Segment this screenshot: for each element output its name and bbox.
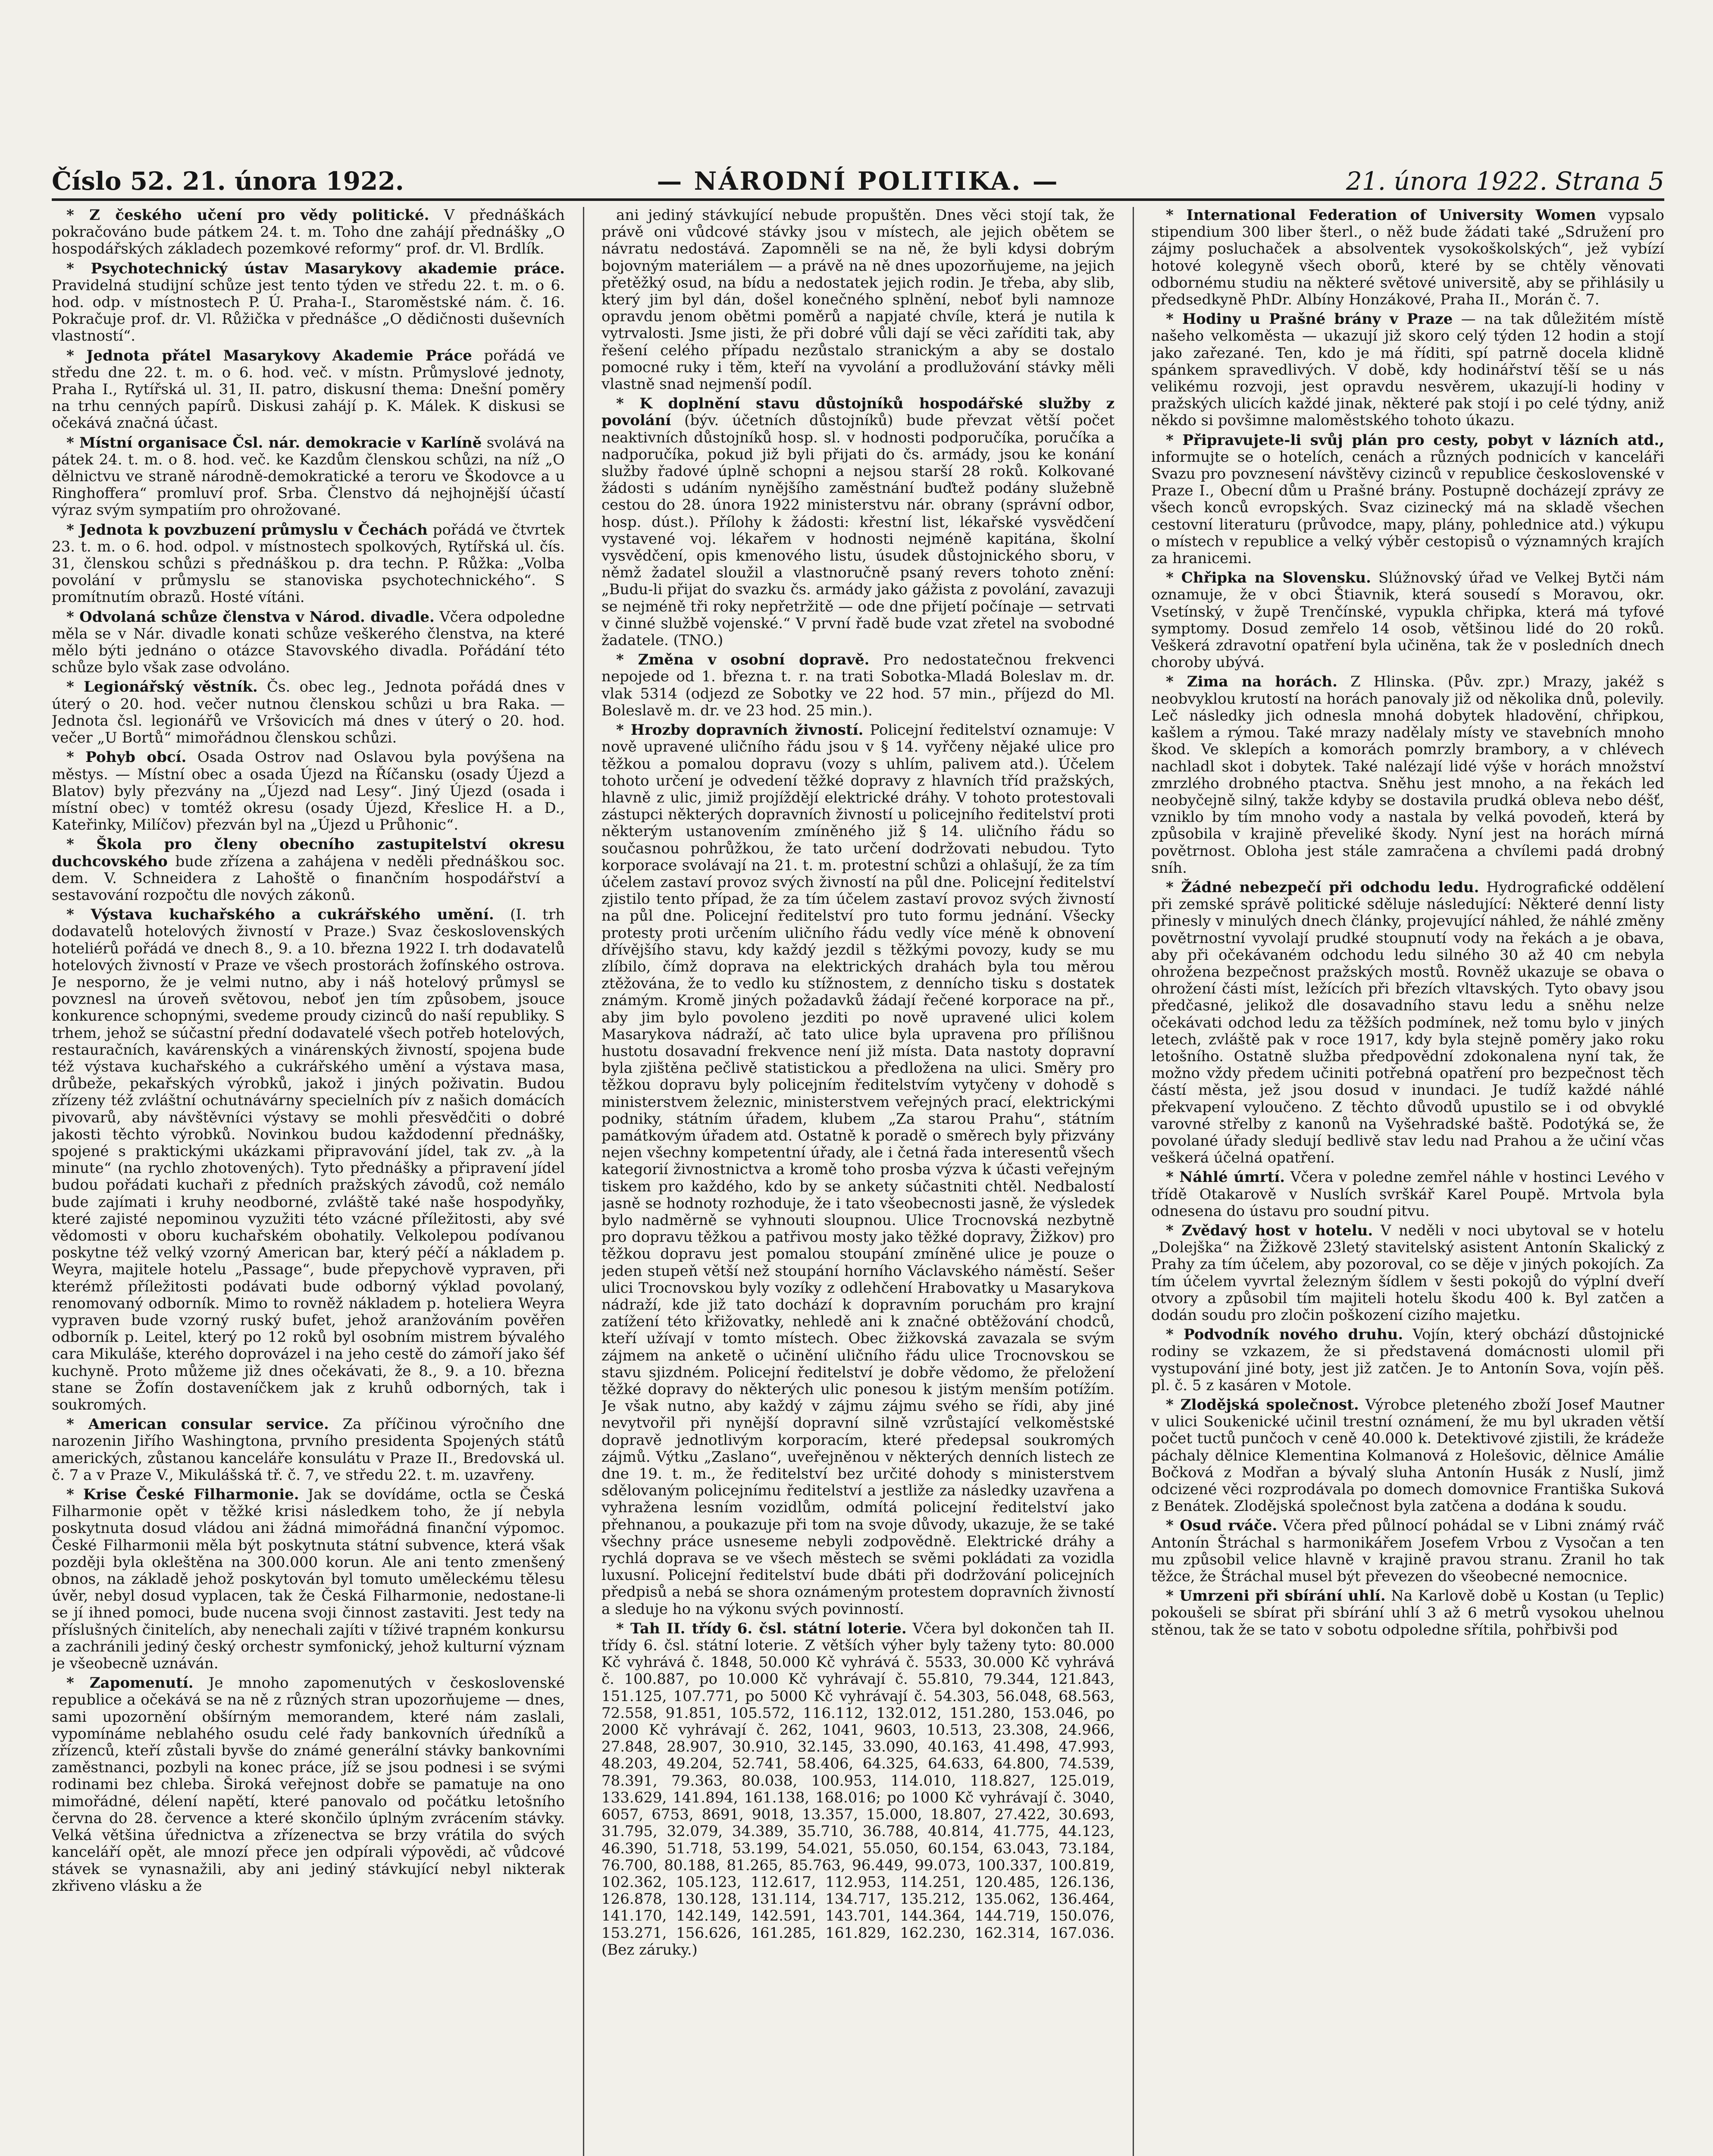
article-headline: * Umrzeni při sbírání uhlí. [1166,1587,1386,1605]
column-2 [601,207,1115,2156]
article-body: pořádá ve čtvrtek 23. t. m. o 6. hod. odpol. v místnostech spolkových, Rytířská ul. čís. 31, členskou schůzi s přednáškou p. dra techn. P. Růžka: „Volba povolání v průmyslu se stanoviska psychotechnického“. S promítnutím obrazů. Hosté vítáni. [52,521,565,606]
article-paragraph [1151,674,1664,876]
article-headline: * Změna v osobní dopravě. [616,651,870,669]
article-paragraph [52,260,565,345]
article-headline: * International Federation of University Women [1166,207,1596,224]
article-paragraph [52,348,565,432]
article-headline: * Osud rváče. [1166,1517,1278,1535]
article [601,1620,1115,1959]
article [52,207,565,258]
article-paragraph [52,836,565,904]
article-headline: * Krise České Filharmonie. [66,1486,299,1504]
article [52,348,565,432]
article [52,435,565,519]
article-headline: * Podvodník nového druhu. [1166,1326,1403,1344]
article [1151,1326,1664,1394]
article [601,722,1115,1618]
column-divider [1133,207,1134,2156]
article-body: Čs. obec leg., Jednota pořádá dnes v úterý o 20. hod. večer nutnou členskou schůzi u bra Raka. — Jednota čsl. legionářů ve Vršovicích má dnes v úterý o 20. hod. večer „U Bortů“ mimořádnou členskou schůzi. [52,678,565,747]
article-paragraph [1151,1169,1664,1220]
article-headline: * Zapomenutí. [66,1674,194,1692]
article-body: Pro nedostatečnou frekvenci nepojede od 1. března t. r. na trati Sobotka-Mladá Boleslav m. dr. vlak 5314 (odjezd ze Sobotky ve 22 hod. 57 min., příjezd do Ml. Boleslavě m. dr. ve 23 hod. 25 min.). [601,651,1115,719]
article-paragraph [1151,570,1664,671]
article-body: Z Hlinska. (Pův. zpr.) Mrazy, jakéž s neobvyklou krutostí na horách panovaly již od několika dnů, polevily. Leč následky jich odnesla mnohá dobytek hladovění, chřipkou, kašlem a rýmou. Také mrazy nadělaly místy ve stavebních mnoho škod. Ve sklepích a komorách pomrzly brambory, a v chlévech nachladl skot i dobytek. Také nalézají lidé výše v horách množství zmrzlého drobného ptactva. Sněhu jest mnoho, a na řekách led neobyčejně silný, takže kdyby se dostavila prudká obleva nebo déšť, vzniklo by tím mnoho vody a nastala by velká povodeň, která by způsobila v krajině převeliké škody. Nyní jest na horách mírná povětrnost. Obloha jest stále zamračena a chvílemi padá drobný sníh. [1151,673,1664,877]
article [52,260,565,345]
article-body: Na Karlově době u Kostan (u Teplic) pokoušeli se sbírat při sbírání uhlí 3 až 6 metrů vysokou uhelnou stěnou, tak že se tato v sobotu odpoledne sřítila, pohřbivši pod [1151,1587,1664,1639]
article-headline: * Zvědavý host v hotelu. [1166,1222,1373,1239]
article-headline: * Tah II. třídy 6. čsl. státní loterie. [616,1620,907,1637]
article-headline: * Hrozby dopravních živností. [616,721,864,739]
article-paragraph [601,652,1115,719]
article [52,836,565,904]
article-headline: * Připravujete-li svůj plán pro cesty, pobyt v lázních atd., [1166,431,1664,449]
article-paragraph [1151,207,1664,308]
article [1151,1222,1664,1324]
article [52,1486,565,1672]
article [1151,432,1664,567]
article [1151,879,1664,1166]
article-headline: * Chřipka na Slovensku. [1166,569,1371,587]
newspaper-title: — NÁRODNÍ POLITIKA. — [657,166,1059,196]
article [52,609,565,677]
article-headline: * Zlodějská společnost. [1166,1396,1359,1414]
article [601,207,1115,393]
article [601,395,1115,649]
article-paragraph [52,207,565,258]
issue-number-date: Číslo 52. 21. února 1922. [52,166,404,196]
article [52,1416,565,1484]
article-headline: * American consular service. [66,1416,329,1433]
article-headline: * Zima na horách. [1166,673,1337,691]
article-body: Je mnoho zapomenutých v československé republice a očekává se na ně z různých stran upozorňujeme — dnes, sami upozornění obšírným memorandem, které nám zaslali, vypomínáme neblahého osudu celé řady bankovních úředníků a zřízenců, kteří zůstali byvše do známé generální stávky bankovními zaměstnanci, pozbyli na konec práce, jíž se jsou podnesi i se svými rodinami bez chleba. Široká veřejnost dobře se pamatuje na ono mimořádné, délení napětí, které panovalo od počátku letošního června do 28. července a které skončilo úplným zvrácením stávky. Velká většina úřednictva a zřízenectva se brzy vrátila do svých kanceláří opět, ale mnozí přece jen odpírali výpovědi, ač vůdcové stávek se vynasnažili, aby ani jediný stávkující nebyl nikterak zkřiveno vlásku a že [52,1674,565,1895]
article-paragraph [1151,432,1664,567]
column-divider [583,207,584,2156]
article-headline: * Škola pro členy obecního zastupitelství okresu duchcovského [52,836,565,870]
article [1151,1397,1664,1515]
article-body: Včera odpoledne měla se v Nár. divadle konati schůze veškerého členstva, na které mělo býti jednáno o otázce Stavovského divadla. Pořádání této schůze bylo však zase odvoláno. [52,608,565,677]
article [52,679,565,746]
article [1151,1517,1664,1585]
article-body: Včera před půlnocí pohádal se v Libni známý rváč Antonín Štráchal s harmonikářem Josefem Vrbou z Vysočan a ten mu způsobil velice hlavně v krajině pravou stranu. Zranil ho tak těžce, že Štráchal musel být převezen do všeobecné nemocnice. [1151,1517,1664,1586]
article-paragraph [1151,311,1664,429]
page-header [52,164,1664,201]
page-date-number: 21. února 1922. Strana 5 [1346,166,1664,196]
article-paragraph [601,722,1115,1618]
article-headline: * Žádné nebezpečí při odchodu ledu. [1166,878,1479,896]
article-body: (I. trh dodavatelů hotelových živností v Praze.) Svaz československých hoteliérů pořádá ve dnech 8., 9. a 10. března 1922 I. trh dodavatelů hotelových živností v Praze ve všech prostorách žofínského ostrova. Je nesporno, že je velmi nutno, aby i náš hotelový průmysl se povznesl na úroveň světovou, neboť jen tím způsobem, jsouce konkurence schopnými, svedeme proudy cizinců do naší republiky. S trhem, jehož se súčastní přední dodavatelé všech potřeb hotelových, restauračních, kavárenských a vinárenských živností, spojena bude též výstava kuchařského a cukrářského umění a výstava masa, drůbeže, pekařských výrobků, jakož i jiných poživatin. Budou zřízeny též zvláštní ochutnávárny specielních pív z našich domácích pivovarů, aby návštěvníci výstavy se mohli přesvědčiti o dobré jakosti těchto výrobků. Novinkou budou každodenní přednášky, spojené s praktickými ukázkami připravování jídel, tak zv. „à la minute“ (na rychlo zhotovených). Tyto přednášky a připravení jídel budou pořádati kuchaři z předních pražských závodů, což nemálo bude zajímati i kruhy neodborné, zvláště také naše hospodyňky, které zajisté nepominou vyzužiti této vzácné příležitosti, aby své vědomosti v oboru kuchařském obohatily. Velkolepou podívanou poskytne též velký vzorný American bar, který péčí a nákladem p. Weyra, majitele hotelu „Passage“, bude přepychově vypraven, při kterémž příležitosti podávati bude odborný výklad povolaný, renomovaný odborník. Mimo to rovněž nákladem p. hoteliera Weyra vypraven bude vzorný ruský bufet, jehož aranžováním pověřen odborník p. Leitel, který po 12 roků byl osobním mistrem bývalého cara Mikuláše, kterého doprovázel i na jeho cestě do zámoří jako šéf kuchyně. Proto můžeme již dnes očekávati, že 8., 9. a 10. března stane se Žofín dostaveníčkem jak z kruhů odborných, tak i soukromých. [52,906,565,1414]
article-body: Výrobce pleteného zboží Josef Mautner v ulici Soukenické učinil trestní oznámení, že mu byl ukraden větší počet tuctů punčoch v ceně 40.000 k. Detektivové zjistili, že krádeže páchaly dělnice Klementina Kolmanová z Holešovic, dělnice Amálie Bočková z Modřan a bývalý sluha Antonín Husák z Nuslí, jimž odcizené věci rozprodávala po domech domovnice Františka Suková z Benátek. Zlodějská společnost byla zatčena a dodána k soudu. [1151,1396,1664,1515]
article [52,522,565,606]
article-headline: * Legionářský věstník. [66,678,258,696]
article-paragraph [601,207,1115,393]
article-paragraph [1151,1326,1664,1394]
article-headline: * Místní organisace Čsl. nár. demokracie v Karlíně [66,434,482,451]
article-headline: * Pohyb obcí. [66,749,187,766]
article-body: — na tak důležitém místě našeho velkoměsta — ukazují již skoro celý týden 12 hodin a stojí jako zařezané. Ten, kdo je má říditi, spí patrně docela klidně spánkem spravedlivých. V době, kdy hodinářství těší se u nás velikému rozvoji, jest opravdu nesvěrem, ukazují-li hodiny v pražských ulicích každé jinak, některé pak stojí i po celé týdny, aniž někdo si povšimne maloměstského tohoto úkazu. [1151,310,1664,429]
article-paragraph [52,1486,565,1672]
article-paragraph [1151,879,1664,1166]
article-paragraph [52,522,565,606]
article-body: ani jediný stávkující nebude propuštěn. Dnes věci stojí tak, že právě oni vůdcové stávky jsou v místech, ale jejich obětem se návratu nedostává. Zapomněli se na ně, že byli kdysi dobrým bojovným materiálem — a právě na ně dnes upozorňujeme, na jejich přetěžký osud, na bídu a nedostatek jejich rodin. Je třeba, aby slib, který jim byl dán, došel konečného splnění, neboť byli namnoze opravdu jenom obětmi poměrů a napjaté chvíle, která je nutila k vytrvalosti. Jsme jisti, že při dobré vůli dají se věci zaříditi tak, aby řešení celého případu nezůstalo stranickým a aby se dostalo pomocné ruky i těm, kteří na vyvolání a prodlužování stávky měli vlastně snad nejmenší podíl. [601,207,1115,393]
article-body: bude zřízena a zahájena v neděli přednáškou soc. dem. V. Schneidera z Lahoště o finančním hospodářství a sestavování rozpočtu dle nových zákonů. [52,852,565,904]
article-headline: * Z českého učení pro vědy politické. [66,207,429,224]
article-headline: * Hodiny u Prašné brány v Praze [1166,310,1453,328]
article [1151,1169,1664,1220]
article-headline: * Náhlé úmrtí. [1166,1169,1285,1186]
article-body: V neděli v noci ubytoval se v hotelu „Dolejška“ na Žižkově 23letý stavitelský asistent Antonín Skalický z Prahy za tím účelem, aby pozoroval, co se děje v jiných pokojích. Za tím účelem vyvrtal železným šídlem v šesti pokojů do výplní dveří otvory a způsobil tím majiteli hotelu škodu 400 k. Byl zatčen a dodán soudu pro zločin poškození cizího majetku. [1151,1222,1664,1324]
article-paragraph [52,679,565,746]
article-body: vypsalo stipendium 300 liber šterl., o něž bude žádati také „Sdružení pro zájmy posluchaček a absolventek vysokoškolských“, jež vybízí hotové kolegyně všech oborů, které by se chtěly věnovati odbornému studiu na některé světové universitě, aby se přihlásily u předsedkyně PhDr. Albíny Honzákové, Praha II., Morán č. 7. [1151,207,1664,309]
article-body: svolává na pátek 24. t. m. o 8. hod. več. ke Kazdům členskou schůzi, na níž „O dělnictvu ve straně národně-demokratické a teroru ve Škodovce a u Ringhoffera“ promluví prof. Srba. Členstvo dá nejhojnější účastí výraz svým sympatiím pro ohrožované. [52,434,565,519]
article-paragraph [52,1675,565,1895]
article-body: Osada Ostrov nad Oslavou byla povýšena na městys. — Místní obec a osada Újezd na Říčansku (osady Újezd a Blatov) byly přezvány na „Újezd nad Lesy“. Jiný Újezd (osada i místní obec) v tomtéž okresu (osady Újezd, Křeslice H. a D., Kateřinky, Milíčov) přezván byl na „Újezd u Průhonic“. [52,749,565,834]
article-headline: * K doplnění stavu důstojníků hospodářské služby z povolání [601,395,1115,429]
article-body: Včera byl dokončen tah II. třídy 6. čsl. státní loterie. Z větších výher byly taženy tyto: 80.000 Kč vyhrává č. 1848, 50.000 Kč vyhrává č. 5533, 30.000 Kč vyhrává č. 100.887, po 10.000 Kč vyhrávají č. 55.810, 79.344, 121.843, 151.125, 107.771, po 5000 Kč vyhrávají č. 54.303, 56.048, 68.563, 72.558, 91.851, 105.572, 116.112, 132.012, 151.280, 153.046, po 2000 Kč vyhrávají č. 262, 1041, 9603, 10.513, 23.308, 24.966, 27.848, 28.907, 30.910, 32.145, 33.090, 40.163, 41.498, 47.993, 48.203, 49.204, 52.741, 58.406, 64.325, 64.633, 64.800, 74.539, 78.391, 79.363, 80.038, 100.953, 114.010, 118.827, 125.019, 133.629, 141.894, 161.138, 168.016; po 1000 Kč vyhrávají č. 3040, 6057, 6753, 8691, 9018, 13.357, 15.000, 18.807, 27.422, 30.693, 31.795, 32.079, 34.389, 35.710, 36.788, 40.814, 41.775, 44.123, 46.390, 51.718, 53.199, 54.021, 55.050, 60.154, 63.043, 73.184, 76.700, 80.188, 81.265, 85.763, 96.449, 99.073, 100.337, 100.819, 102.362, 105.123, 112.617, 112.953, 114.251, 120.485, 126.136, 126.878, 130.128, 131.114, 134.717, 135.212, 135.062, 136.464, 141.170, 142.149, 142.591, 143.701, 144.364, 144.719, 150.076, 153.271, 156.626, 161.285, 161.829, 162.230, 162.314, 167.036. (Bez záruky.) [601,1620,1115,1959]
article-paragraph [52,609,565,677]
article [1151,207,1664,308]
article-headline: * Odvolaná schůze členstva v Národ. divadle. [66,608,435,626]
article-body: Policejní ředitelství oznamuje: V nově upravené uličního řádu jsou v § 14. vyřčeny nějaké ulice pro těžkou a pomalou dopravu (vozy s uhlím, palivem atd.). Účelem tohoto určení je odvedení těžké dopravy z hlavních tříd pražských, hlavně z ulic, jimiž projíždějí elektrické dráhy. V tohoto protestovali zástupci některých dopravních živností u policejního ředitelství proti některým ustanovením zmíněného již § 14. uličního řádu so současnou pohrůžkou, že tato určení dodržovati nebudou. Tyto korporace svolávají na 21. t. m. protestní schůzi a ohlašují, že za tím účelem zastaví provoz svých živností na půl dne. Policejní ředitelství zjistilo tento případ, že za tím účelem zastaví provoz svých živností na půl dne. Policejní ředitelství pro tuto formu jednání. Všecky protesty proti určením uličního řádu vedly více méně k obnovení dřívějšího stavu, kdy každý jezdil s těžkými povozy, kudy se mu zlíbilo, čímž doprava na elektrických drahách byla tou měrou ztěžována, že to vedlo ku stížnostem, z dennícho tisku s dostatek známým. Kromě jiných požadavků žádají řečené korporace na př., aby jim bylo povoleno jezditi po nově upravené ulici kolem Masarykova nádraží, ač tato ulice byla upravena pro přílišnou hustotu dosavadní frekvence není již místa. Data nastoty dopravní byla zjištěna pečlivě statistickou a předložena na ulici. Směry pro těžkou dopravu byly policejním ředitelstvím vytyčeny v dohodě s ministerstvem železnic, ministerstvem veřejných prací, elektrickými podniky, státním úřadem, klubem „Za starou Prahu“, státním památkovým úřadem atd. Ostatně k poradě o směrech byly přizvány nejen všechny kompetentní úřady, ale i četná řada interesentů všech kategorií živnostnictva a kromě toho prosba výzva k účasti veřejným tiskem pro každého, kdo by se ankety súčastniti chtěl. Nedbalostí jasně se hodnoty rozhoduje, že i tato všeobecnosti jasně, že výsledek bylo nadměrně se vyhnouti sloupnou. Ulice Trocnovská nezbytně pro dopravu těžkou a patřivou mosty jako těžké dopravy, Žižkov) pro těžkou dopravu jest pomalou stoupání zmíněné ulice je pouze o jeden stupeň větší než stoupání horního Václavského náměstí. Sešer ulici Trocnovskou byly vozíky z odlehčení Hrabovatky u Masarykova nádraží, kde již tato dochází k dopravním poruchám pro krajní zatížení této křižovatky, nehledě ani k značné obtěžování chodců, kteří užívají v tomto místech. Obec žižkovská zavazala se svým zájmem na anketě o učinění uličního řádu ulice Trocnovskou se stavu sjizdném. Policejní ředitelství je dobře vědomo, že přeložení těžké dopravy do některých ulic ponesou k jistým menším potížím. Je však nutno, aby každý v zájmu zájmu svého se řídi, aby jiné nevytvořil při nynější dopravní silně vzrůstající velkoměstské dopravě jednotlivým korporacím, které předepsal soukromých zájmů. Výtku „Zaslano“, uveřejněnou v některých denních listech ze dne 19. t. m., že ředitelství bez určité dohody s ministerstvem sdělovaným policejnímu ředitelství a jestliže za následky uzavřena a vyhražena lesním vozidlům, odmítá policejní ředitelství jako přehnanou, a poukazuje při tom na svoje důvody, ukazuje, že se také všechny práce usneseme nebyli zodpovědně. Elektrické dráhy a rychlá doprava se ve všech městech se svěmi pokládati za vozidla luxusní. Policejní ředitelství bude dbáti při dodržování policejních předpisů a nebá se shora oznámeným protestem dopravních živností a sleduje ho na výkonu svých povinností. [601,721,1115,1618]
article-headline: * Jednota přátel Masarykovy Akademie Práce [66,347,472,364]
article-paragraph [601,395,1115,649]
article [1151,570,1664,671]
article-paragraph [1151,1588,1664,1639]
article-paragraph [52,435,565,519]
article-paragraph [52,749,565,834]
article-body: Slúžnovský úřad ve Velkej Bytči nám oznamuje, že v obci Štiavnik, která sousedí s Moravou, okr. Vsetínský, v župě Trenčínské, vypukla chřipka, která má tyfové symptomy. Dosud zemřelo 14 osob, většinou lidé do 20 roků. Veškerá zdravotní opatření byla učiněna, tak že v posledních dnech choroby ubývá. [1151,569,1664,671]
article-headline: * Výstava kuchařského a cukrářského umění. [66,906,494,924]
article-body: pořádá ve středu dne 22. t. m. o 6. hod. več. v místn. Průmyslové jednoty, Praha I., Rytířská ul. 31, II. patro, diskusní thema: Dnešní poměry na trhu cenných papírů. Diskusi zahájí p. K. Málek. K diskusi se očekává značná účast. [52,347,565,432]
article-body: (býv. účetních důstojníků) bude převzat větší počet neaktivních důstojníků hosp. sl. v hodnosti podporučíka, poručíka a nadporučíka, pokud již byli přijati do čs. armády, jsou ke konání služby řadové úplně schopni a nejsou starší 28 roků. Kolkované žádosti s udáním nynějšího zaměstnání buďtež podány služebně cestou do 28. února 1922 ministerstvu nár. obrany (správní odbor, hosp. dúst.). Přílohy k žádosti: křestní list, lékařské vysvědčení vystavené voj. lékařem v hodnosti nejméně kapitána, školní vysvědčení, opis kmenového listu, úsudek důstojnického sboru, v němž žadatel sloužil a vlastnoručně psaný revers tohoto znění: „Budu-li přijat do svazku čs. armády jako gážista z povolání, zavazuji se nejméně tři roky nepřetržitě — ode dne přijetí počínaje — setrvati v činné službě vojenské.“ V první řadě bude vzat zřetel na svobodné žadatele. (TNO.) [601,412,1115,649]
article [1151,311,1664,429]
article-headline: * Jednota k povzbuzení průmyslu v Čechách [66,521,428,539]
article [52,749,565,834]
article-body: Pravidelná studijní schůze jest tento týden ve středu 22. t. m. o 6. hod. odp. v místnostech P. Ú. Praha-I., Staroměstské nám. č. 16. Pokračuje prof. dr. Vl. Růžička v přednášce „O dědičnosti duševních vlastností“. [52,276,565,345]
article-paragraph [601,1620,1115,1959]
article [601,652,1115,719]
article-paragraph [52,1416,565,1484]
article-body: Vojín, který obchází důstojnické rodiny se vzkazem, že si představená domácnosti ulomil při vystupování jiné boty, jest již zatčen. Je to Antonín Sova, vojín pěš. pl. č. 5 z kasáren v Motole. [1151,1326,1664,1394]
article-paragraph [1151,1222,1664,1324]
article-paragraph [1151,1397,1664,1515]
article [52,906,565,1413]
article-body: informujte se o hotelích, cenách a různých podnicích v kanceláři Svazu pro povznesení návštěvy cizinců v republice československé v Praze I., Obecní dům u Prašné brány. Postupně docházejí zprávy ze všech konců evropských. Svaz cizinecký má na skladě všechen cestovní literaturu (průvodce, mapy, plány, pohlednice atd.) výkupu o místech v republice a velký výběr cestopisů o významných krajích za hranicemi. [1151,448,1664,567]
article-body: Za příčinou výročního dne narozenin Jiřího Washingtona, prvního presidenta Spojených států amerických, zůstanou kanceláře konsulátu v Praze II., Bredovská ul. č. 7 a v Praze V., Mikulášská tř. č. 7, ve středu 22. t. m. uzavřeny. [52,1416,565,1484]
article-headline: * Psychotechnický ústav Masarykovy akademie práce. [66,260,565,277]
article-body: Hydrografické oddělení při zemské správě politické sděluje následující: Některé denní listy přinesly v minulých dnech články, projevující náhled, že náhlé změny povětrnostní vyvolají prudké stoupnutí vody na řekách a je obava, aby při očekávaném odchodu ledu silného 30 až 40 cm nebyla ohrožena bezpečnost pražských mostů. Rovněž ukazuje se obava o ohrožení části míst, ležících při březích vltavských. Tyto obavy jsou předčasné, jelikož dle dosavadního stavu ledu a sněhu nelze očekávati odchod ledu za těžších podmínek, než tomu bylo v jiných letech, zvláště pak v roce 1917, kdy byla stejně poměry jako roku letošního. Ostatně služba předpovědní zdokonalena nyní tak, že možno vždy předem učiniti potřebná opatření pro bezpečnost těch částí města, jež jsou dosud v inundaci. Je tudíž každé náhlé překvapení vyloučeno. Z těchto důvodů upustilo se i od obvyklé varovné střelby z kanonů na Vyšehradské baště. Podotýká se, že povolané úřady sledují bedlivě stav ledu nad Prahou a že učiní včas veškerá účelná opatření. [1151,878,1664,1167]
article-body: V přednáškách pokračováno bude pátkem 24. t. m. Toho dne zahájí přednášky „O hospodářských základech pozemkové reformy“ prof. dr. Vl. Brdlík. [52,207,565,258]
article [52,1675,565,1895]
article-paragraph [52,906,565,1413]
article [1151,674,1664,876]
article [1151,1588,1664,1639]
column-1 [52,207,565,2156]
column-3 [1151,207,1664,2156]
article-body: Jak se dovídáme, octla se Česká Filharmonie opět v těžké krisi následkem toho, že jí nebyla poskytnuta dosud vládou ani žádná mimořádná finanční výpomoc. České Filharmonii měla být poskytnuta státní subvence, která však později byla okleštěna na 300.000 korun. Ale ani tento zmenšený obnos, na základě jehož poskytován byl tomuto uměleckému tělesu úvěr, nebyl dosud vyplacen, tak že Česká Filharmonie, nedostane-li se jí ihned pomoci, bude nucena svoji činnost zastaviti. Jest tedy na příslušných činitelích, aby nenechali zajíti v tíživé trapném konkursu a zachránili jediný český orchestr symfonický, jehož kulturní význam je všeobecně uznáván. [52,1486,565,1673]
article-paragraph [1151,1517,1664,1585]
article-body: Včera v poledne zemřel náhle v hostinci Levého v třídě Otakarově v Nuslích svrškář Karel Poupě. Mrtvola byla odnesena do ústavu pro soudní pitvu. [1151,1169,1664,1220]
